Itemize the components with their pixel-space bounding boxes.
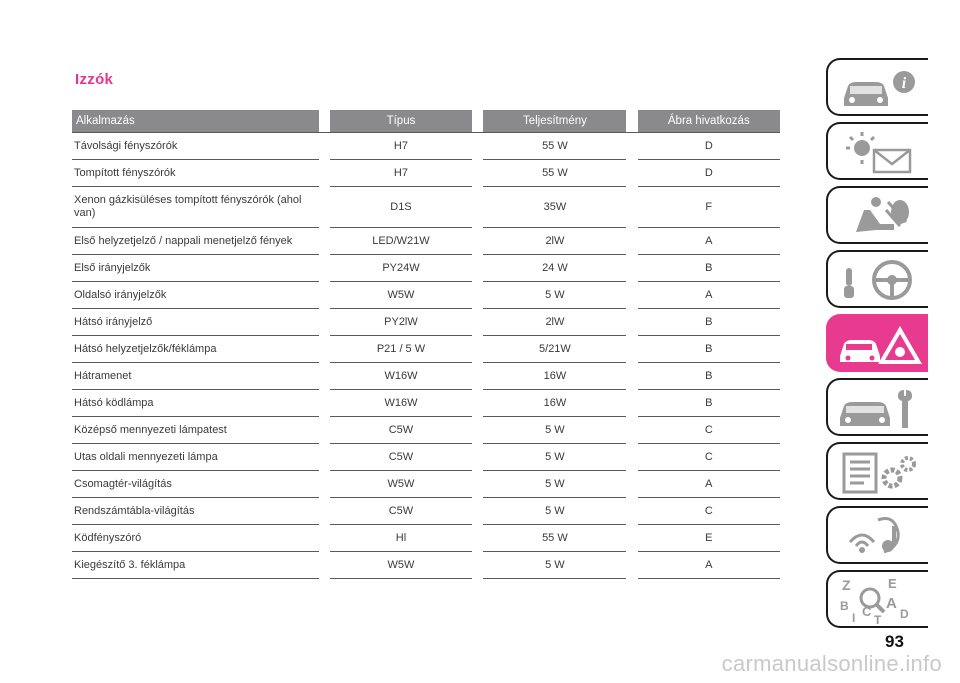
warning-lights-icon bbox=[834, 128, 926, 178]
cell-power: 55 W bbox=[483, 132, 626, 160]
section-title: Izzók bbox=[75, 71, 114, 88]
cell-type: C5W bbox=[330, 417, 473, 444]
cell-power: 5 W bbox=[483, 282, 626, 309]
cell-ref: B bbox=[638, 255, 780, 282]
cell-type: PY24W bbox=[330, 255, 473, 282]
cell-use: Hátsó ködlámpa bbox=[72, 390, 319, 417]
cell-power: 55 W bbox=[483, 160, 626, 187]
cell-use: Tompított fényszórók bbox=[72, 160, 319, 187]
svg-text:D: D bbox=[900, 607, 909, 621]
car-maintenance-icon bbox=[834, 384, 926, 434]
cell-power: 35W bbox=[483, 187, 626, 228]
page-number: 93 bbox=[885, 632, 904, 651]
bulb-table bbox=[72, 110, 780, 579]
cell-ref: A bbox=[638, 552, 780, 579]
cell-type: D1S bbox=[330, 187, 473, 228]
table-row bbox=[72, 417, 780, 444]
index-icon bbox=[834, 576, 926, 626]
svg-text:I: I bbox=[852, 611, 856, 625]
emergency-car-icon bbox=[834, 320, 926, 370]
svg-text:C: C bbox=[862, 604, 872, 619]
cell-ref: C bbox=[638, 498, 780, 525]
table-row bbox=[72, 390, 780, 417]
cell-type: H7 bbox=[330, 160, 473, 187]
cell-use: Hátsó helyzetjelzők/féklámpa bbox=[72, 336, 319, 363]
cell-ref: C bbox=[638, 444, 780, 471]
cell-use: Első helyzetjelző / nappali menetjelző fények bbox=[72, 228, 319, 255]
cell-use: Utas oldali mennyezeti lámpa bbox=[72, 444, 319, 471]
cell-type: W5W bbox=[330, 282, 473, 309]
car-info-icon bbox=[834, 64, 926, 114]
cell-ref: A bbox=[638, 228, 780, 255]
cell-use: Oldalsó irányjelzők bbox=[72, 282, 319, 309]
tab-maintenance[interactable] bbox=[826, 378, 928, 436]
table-row bbox=[72, 471, 780, 498]
multimedia-icon bbox=[834, 512, 926, 562]
svg-text:A: A bbox=[886, 595, 897, 612]
cell-power: 55 W bbox=[483, 525, 626, 552]
cell-type: W16W bbox=[330, 363, 473, 390]
cell-ref: A bbox=[638, 471, 780, 498]
cell-type: W16W bbox=[330, 390, 473, 417]
cell-power: 5 W bbox=[483, 417, 626, 444]
table-row bbox=[72, 228, 780, 255]
cell-use: Csomagtér-világítás bbox=[72, 471, 319, 498]
cell-use: Ködfényszóró bbox=[72, 525, 319, 552]
cell-ref: B bbox=[638, 390, 780, 417]
table-row bbox=[72, 282, 780, 309]
tab-warning-lights[interactable] bbox=[826, 122, 928, 180]
cell-type: P21 / 5 W bbox=[330, 336, 473, 363]
table-row bbox=[72, 363, 780, 390]
cell-ref: B bbox=[638, 309, 780, 336]
cell-use: Xenon gázkisüléses tompított fényszórók (ahol van) bbox=[72, 187, 319, 228]
cell-ref: D bbox=[638, 160, 780, 187]
tab-index[interactable] bbox=[826, 570, 928, 628]
cell-use: Távolsági fényszórók bbox=[72, 132, 319, 160]
cell-power: 24 W bbox=[483, 255, 626, 282]
header-application: Alkalmazás bbox=[72, 110, 319, 132]
cell-power: 5 W bbox=[483, 498, 626, 525]
tab-starting-driving[interactable] bbox=[826, 250, 928, 308]
table-row bbox=[72, 160, 780, 187]
table-row bbox=[72, 336, 780, 363]
airbag-seat-icon bbox=[834, 192, 926, 242]
cell-use: Hátsó irányjelző bbox=[72, 309, 319, 336]
cell-power: 16W bbox=[483, 390, 626, 417]
cell-power: 16W bbox=[483, 363, 626, 390]
cell-power: 5 W bbox=[483, 471, 626, 498]
cell-use: Hátramenet bbox=[72, 363, 319, 390]
cell-ref: C bbox=[638, 417, 780, 444]
cell-use: Középső mennyezeti lámpatest bbox=[72, 417, 319, 444]
cell-ref: A bbox=[638, 282, 780, 309]
svg-text:T: T bbox=[874, 613, 882, 626]
cell-use: Kiegészítő 3. féklámpa bbox=[72, 552, 319, 579]
cell-type: W5W bbox=[330, 552, 473, 579]
svg-text:B: B bbox=[840, 599, 849, 613]
table-row bbox=[72, 309, 780, 336]
cell-power: 5 W bbox=[483, 552, 626, 579]
svg-text:i: i bbox=[901, 75, 907, 92]
table-row bbox=[72, 255, 780, 282]
tab-car-info[interactable] bbox=[826, 58, 928, 116]
header-type: Típus bbox=[330, 110, 473, 132]
cell-ref: B bbox=[638, 363, 780, 390]
tab-technical-data[interactable] bbox=[826, 442, 928, 500]
steering-key-icon bbox=[834, 256, 926, 306]
cell-ref: D bbox=[638, 132, 780, 160]
table-row bbox=[72, 498, 780, 525]
cell-ref: F bbox=[638, 187, 780, 228]
header-figure-ref: Ábra hivatkozás bbox=[638, 110, 780, 132]
cell-type: W5W bbox=[330, 471, 473, 498]
cell-type: Hl bbox=[330, 525, 473, 552]
table-row bbox=[72, 444, 780, 471]
watermark: carmanualsonline.info bbox=[721, 651, 942, 676]
svg-text:E: E bbox=[888, 576, 897, 591]
tab-safety[interactable] bbox=[826, 186, 928, 244]
cell-power: 5 W bbox=[483, 444, 626, 471]
table-row bbox=[72, 187, 780, 228]
table-header-row bbox=[72, 110, 780, 132]
table-row bbox=[72, 552, 780, 579]
cell-use: Első irányjelzők bbox=[72, 255, 319, 282]
cell-type: H7 bbox=[330, 132, 473, 160]
svg-text:Z: Z bbox=[842, 577, 851, 593]
cell-use: Rendszámtábla-világítás bbox=[72, 498, 319, 525]
cell-ref: B bbox=[638, 336, 780, 363]
cell-power: 2lW bbox=[483, 228, 626, 255]
cell-type: LED/W21W bbox=[330, 228, 473, 255]
technical-data-icon bbox=[834, 448, 926, 498]
cell-power: 5/21W bbox=[483, 336, 626, 363]
table-row bbox=[72, 525, 780, 552]
cell-type: PY2lW bbox=[330, 309, 473, 336]
cell-power: 2lW bbox=[483, 309, 626, 336]
tab-multimedia[interactable] bbox=[826, 506, 928, 564]
cell-type: C5W bbox=[330, 444, 473, 471]
tab-emergency[interactable] bbox=[826, 314, 928, 372]
cell-ref: E bbox=[638, 525, 780, 552]
table-row bbox=[72, 132, 780, 160]
cell-type: C5W bbox=[330, 498, 473, 525]
header-power: Teljesítmény bbox=[483, 110, 626, 132]
